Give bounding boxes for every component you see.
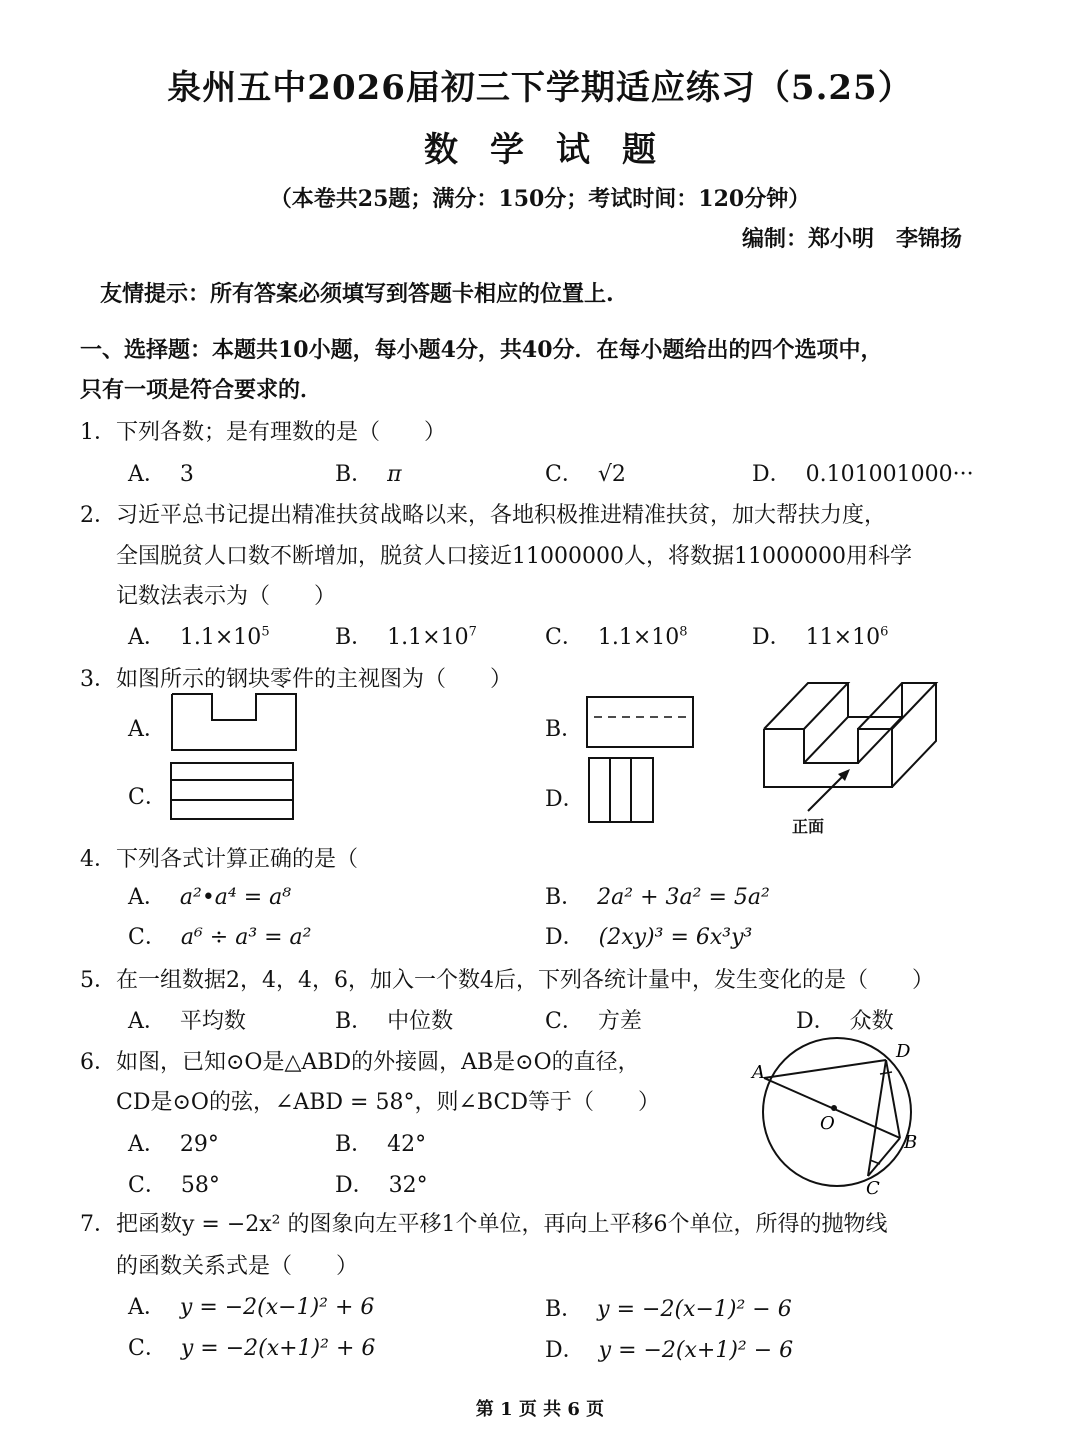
q1-option-d: D． 0.101001000··· [752, 462, 974, 487]
q6-option-c: C． 58° [128, 1173, 220, 1198]
q4-stem: 4．下列各式计算正确的是（ [80, 847, 358, 872]
q6-line2: CD是⊙O的弦，∠ABD = 58°，则∠BCD等于（ ） [116, 1090, 660, 1115]
q1-option-b: B． π [335, 462, 402, 487]
q6-fig-label-a: A [752, 1062, 765, 1083]
q4-option-b: B． 2a² + 3a² = 5a² [545, 885, 770, 910]
q5-stem: 5．在一组数据2，4，4，6，加入一个数4后，下列各统计量中，发生变化的是（ ） [80, 968, 934, 993]
q6-line1: 6．如图，已知⊙O是△ABD的外接圆，AB是⊙O的直径， [80, 1050, 640, 1075]
q3-stem: 3．如图所示的钢块零件的主视图为（ ） [80, 667, 512, 692]
q6-circle-figure [750, 1036, 930, 1199]
exam-info: （本卷共25题；满分：150分；考试时间：120分钟） [269, 186, 811, 212]
q7-line2: 的函数关系式是（ ） [116, 1254, 359, 1279]
q6-fig-label-d: D [896, 1041, 911, 1062]
q5-option-b: B． 中位数 [335, 1009, 454, 1034]
subject-title: 数 学 试 题 [424, 130, 656, 170]
q4-option-a: A． a²•a⁴ = a⁸ [128, 885, 292, 910]
q3-steel-block-figure [760, 675, 950, 815]
q3-front-label: 正面 [792, 817, 825, 836]
q6-option-d: D． 32° [335, 1173, 428, 1198]
q2-line3: 记数法表示为（ ） [116, 584, 337, 609]
editors: 编制：郑小明 李锦扬 [741, 226, 962, 252]
q5-option-d: D． 众数 [796, 1009, 894, 1034]
q7-option-c: C． y = −2(x+1)² + 6 [128, 1336, 376, 1361]
q1-option-c: C． √2 [545, 462, 626, 487]
q2-line2: 全国脱贫人口数不断增加，脱贫人口接近11000000人，将数据11000000用科学 [116, 544, 912, 569]
q7-line1: 7．把函数y = −2x² 的图象向左平移1个单位，再向上平移6个单位，所得的抛物线 [80, 1212, 888, 1237]
exam-title: 泉州五中2026届初三下学期适应练习（5.25） [167, 68, 913, 108]
q3-option-d-label: D． [545, 787, 585, 812]
q6-option-a: A． 29° [128, 1132, 219, 1157]
section-heading-line2: 只有一项是符合要求的． [80, 377, 323, 403]
q7-option-d: D． y = −2(x+1)² − 6 [545, 1338, 794, 1363]
q5-option-c: C． 方差 [545, 1009, 642, 1034]
q3-option-b-figure [586, 696, 694, 748]
section-heading-line1: 一、选择题：本题共10小题，每小题4分，共40分．在每小题给出的四个选项中， [80, 337, 883, 363]
q7-option-b: B． y = −2(x−1)² − 6 [545, 1297, 792, 1322]
q4-option-d: D． (2xy)³ = 6x³y³ [545, 925, 753, 950]
q2-option-b: B． $1.1\times 10^7$ [335, 624, 477, 650]
q2-line1: 2．习近平总书记提出精准扶贫战略以来，各地积极推进精准扶贫，加大帮扶力度， [80, 503, 886, 528]
q2-option-d: D． $11\times 10^6$ [752, 624, 889, 650]
q6-option-b: B． 42° [335, 1132, 427, 1157]
q3-option-c-figure [170, 762, 294, 820]
q3-option-d-figure [588, 757, 654, 823]
q3-option-a-figure [170, 692, 298, 752]
q5-option-a: A． 平均数 [128, 1009, 246, 1034]
q4-option-c: C． a⁶ ÷ a³ = a² [128, 925, 312, 950]
q6-fig-label-o: O [820, 1113, 835, 1134]
q2-option-c: C． $1.1\times 10^8$ [545, 624, 688, 650]
friendly-tip: 友情提示：所有答案必须填写到答题卡相应的位置上. [100, 281, 614, 307]
q3-option-c-label: C． [128, 785, 167, 810]
q1-option-a: A． 3 [128, 462, 194, 487]
q3-option-b-label: B． [545, 717, 584, 742]
q2-option-a: A． $1.1\times 10^5$ [128, 624, 270, 650]
q3-option-a-label: A． [128, 717, 166, 742]
q6-fig-label-c: C [866, 1178, 880, 1199]
page-footer: 第 1 页 共 6 页 [475, 1399, 605, 1420]
q1-stem: 1．下列各数；是有理数的是（ ） [80, 420, 446, 445]
q7-option-a: A． y = −2(x−1)² + 6 [128, 1295, 375, 1320]
q6-fig-label-b: B [904, 1132, 918, 1153]
